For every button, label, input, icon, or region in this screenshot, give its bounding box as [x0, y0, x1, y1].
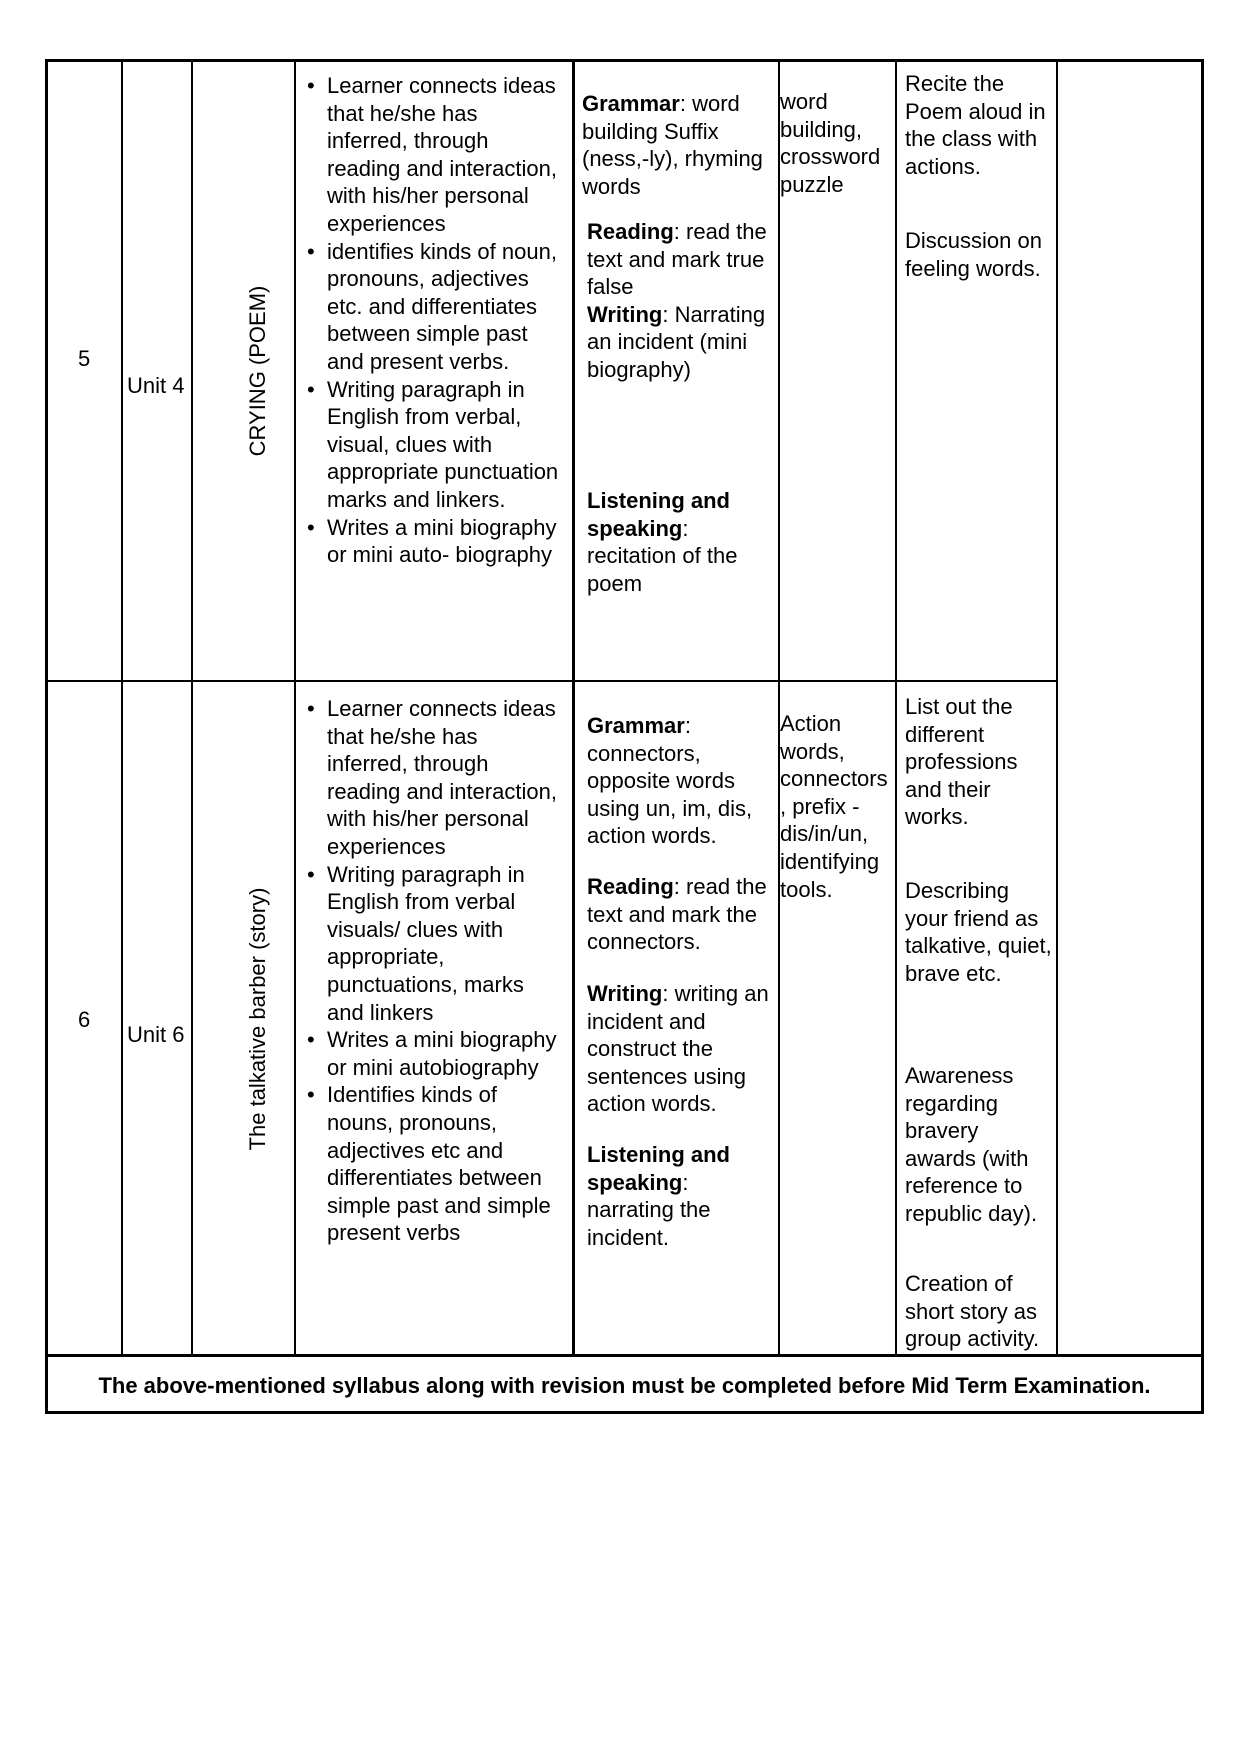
writing-label: Writing — [587, 981, 663, 1006]
row-6-lesson: The talkative barber (story) — [245, 887, 270, 1151]
row-6-grammar — [587, 712, 773, 850]
row-6-concepts: Action words, connectors , prefix - dis/in/un, identifying tools. — [780, 711, 888, 902]
row-6-reading — [587, 873, 773, 956]
row-divider — [45, 680, 1058, 682]
row-6-activity: Creation of short story as group activity. — [905, 1271, 1040, 1352]
objective-item: • Identifies kinds of nouns, pronouns, adjectives etc and differentiates between simple past and simple present verbs — [296, 1081, 564, 1247]
writing-text: : Narrating an incident (mini biography) — [587, 301, 766, 382]
row-5-concepts: word building, crossword puzzle — [780, 89, 881, 197]
objective-item: • Writes a mini biography or mini auto- biography — [296, 514, 564, 569]
col-line — [1056, 59, 1058, 1357]
col-line — [121, 59, 123, 1357]
col-line — [191, 59, 193, 1357]
row-5-grammar — [582, 90, 776, 200]
objective-item: • identifies kinds of noun, pronouns, adjectives etc. and differentiates between simple past and present verbs. — [296, 238, 564, 376]
row-5-sno: 5 — [78, 346, 91, 371]
row-5-unit: Unit 4 — [127, 373, 185, 398]
writing-label: Writing — [587, 301, 663, 327]
reading-label: Reading — [587, 874, 674, 899]
listening-label: Listening and speaking — [587, 488, 730, 541]
listening-text: : narrating the incident. — [587, 1169, 711, 1250]
row-6-sno: 6 — [78, 1007, 91, 1032]
row-5-listening — [587, 487, 773, 597]
reading-text: : read the text and mark the connectors. — [587, 874, 767, 955]
objective-item: • Writes a mini biography or mini autobiography — [296, 1026, 564, 1081]
grammar-label: Grammar — [582, 91, 680, 116]
row-6-activity: Describing your friend as talkative, quiet, brave etc. — [905, 878, 1052, 986]
objective-item: • Writing paragraph in English from verbal visuals/ clues with appropriate, punctuations, marks and linkers — [296, 861, 564, 1027]
col-line — [895, 59, 897, 1357]
col-line — [778, 59, 780, 1357]
objective-item: • Writing paragraph in English from verbal, visual, clues with appropriate punctuation marks and linkers. — [296, 376, 564, 514]
row-6-listening — [587, 1141, 773, 1251]
objective-item: • Learner connects ideas that he/she has inferred, through reading and interaction, with his/her personal experiences — [296, 695, 564, 861]
row-5-activity: Recite the Poem aloud in the class with actions. — [905, 71, 1046, 179]
row-6-unit: Unit 6 — [127, 1022, 185, 1047]
row-6-activity: Awareness regarding bravery awards (with reference to republic day). — [905, 1063, 1038, 1226]
objective-item: • Learner connects ideas that he/she has inferred, through reading and interaction, with his/her personal experiences — [296, 72, 564, 238]
col-line — [572, 59, 575, 1357]
reading-label: Reading — [587, 219, 674, 244]
grammar-label: Grammar — [587, 713, 685, 738]
grammar-text: : word building Suffix (ness,-ly), rhyming words — [582, 91, 763, 199]
row-6-activity: List out the different professions and their works. — [905, 694, 1018, 830]
reading-text: : read the text and mark true false — [587, 219, 767, 300]
row-6-objectives — [296, 695, 564, 1247]
row-6-writing — [587, 980, 773, 1118]
row-5-activity: Discussion on feeling words. — [905, 228, 1042, 281]
grammar-text: : connectors, opposite words using un, im, dis, action words. — [587, 713, 753, 849]
footer-note: The above-mentioned syllabus along with revision must be completed before Mid Term Examination. — [98, 1372, 1151, 1398]
listening-text: : recitation of the poem — [587, 515, 738, 596]
writing-text: : writing an incident and construct the sentences using action words. — [587, 981, 769, 1117]
row-5-lesson: CRYING (POEM) — [245, 285, 270, 457]
row-5-objectives — [296, 72, 564, 569]
listening-label: Listening and speaking — [587, 1142, 730, 1195]
row-5-reading-writing — [587, 218, 773, 384]
